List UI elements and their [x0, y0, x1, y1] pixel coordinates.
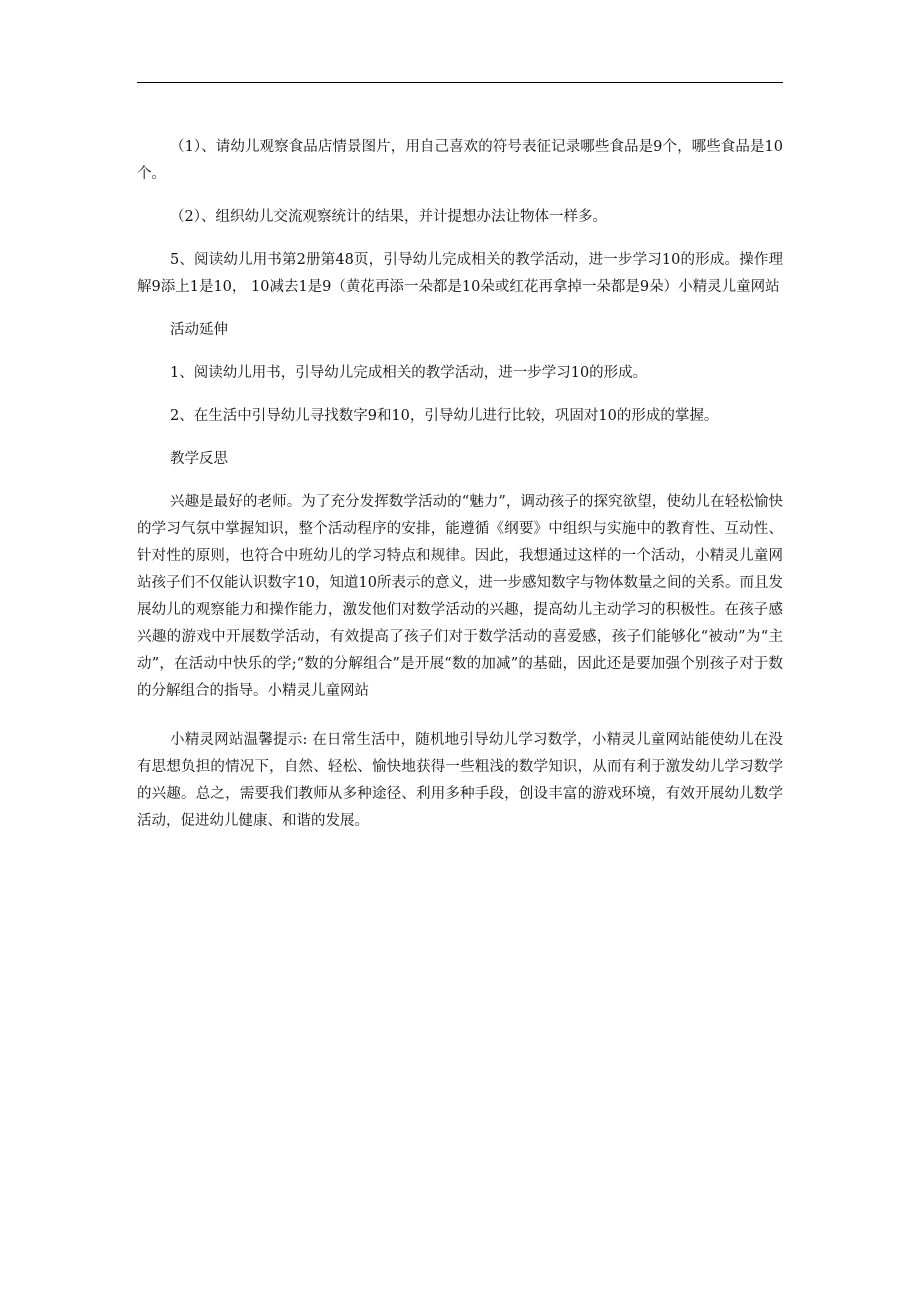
paragraph-step-5: 5、阅读幼儿用书第2册第48页，引导幼儿完成相关的教学活动，进一步学习10的形成。操作理解9添上1是10， 10减去1是9（黄花再添一朵都是10朵或红花再拿掉一朵都是9朵）小精灵儿童网站	[137, 252, 783, 295]
document-body	[137, 134, 783, 851]
paragraph-reflection: 兴趣是最好的老师。为了充分发挥数学活动的“魅力”，调动孩子的探究欲望，使幼儿在轻松愉快的学习气氛中掌握知识，整个活动程序的安排，能遵循《纲要》中组织与实施中的教育性、互动性、针对性的原则，也符合中班幼儿的学习特点和规律。因此，我想通过这样的一个活动，小精灵儿童网站孩子们不仅能认识数字10，知道10所表示的意义，进一步感知数字与物体数量之间的关系。而且发展幼儿的观察能力和操作能力，激发他们对数学活动的兴趣，提高幼儿主动学习的积极性。在孩子感兴趣的游戏中开展数学活动，有效提高了孩子们对于数学活动的喜爱感，孩子们能够化“被动”为“主动”，在活动中快乐的学;“数的分解组合”是开展“数的加减”的基础，因此还是要加强个别孩子对于数的分解组合的指导。小精灵儿童网站	[137, 494, 783, 699]
paragraph-tip: 小精灵网站温馨提示: 在日常生活中，随机地引导幼儿学习数学，小精灵儿童网站能使幼儿在没有思想负担的情况下，自然、轻松、愉快地获得一些粗浅的数学知识，从而有利于激发幼儿学习数学的兴趣。总之，需要我们教师从多种途径、利用多种手段，创设丰富的游戏环境，有效开展幼儿数学活动，促进幼儿健康、和谐的发展。	[137, 732, 783, 829]
paragraph-extension-2: 2、在生活中引导幼儿寻找数字9和10，引导幼儿进行比较，巩固对10的形成的掌握。	[170, 408, 719, 424]
section-heading-reflection: 教学反思	[170, 451, 228, 467]
paragraph-step-2: （2）、组织幼儿交流观察统计的结果，并计提想办法让物体一样多。	[170, 209, 607, 225]
paragraph-extension-1: 1、阅读幼儿用书，引导幼儿完成相关的教学活动，进一步学习10的形成。	[170, 365, 648, 381]
section-heading-extension: 活动延伸	[170, 322, 228, 338]
header-rule	[137, 82, 783, 83]
paragraph-step-1: （1）、请幼儿观察食品店情景图片，用自己喜欢的符号表征记录哪些食品是9个，哪些食品是10个。	[137, 139, 783, 182]
